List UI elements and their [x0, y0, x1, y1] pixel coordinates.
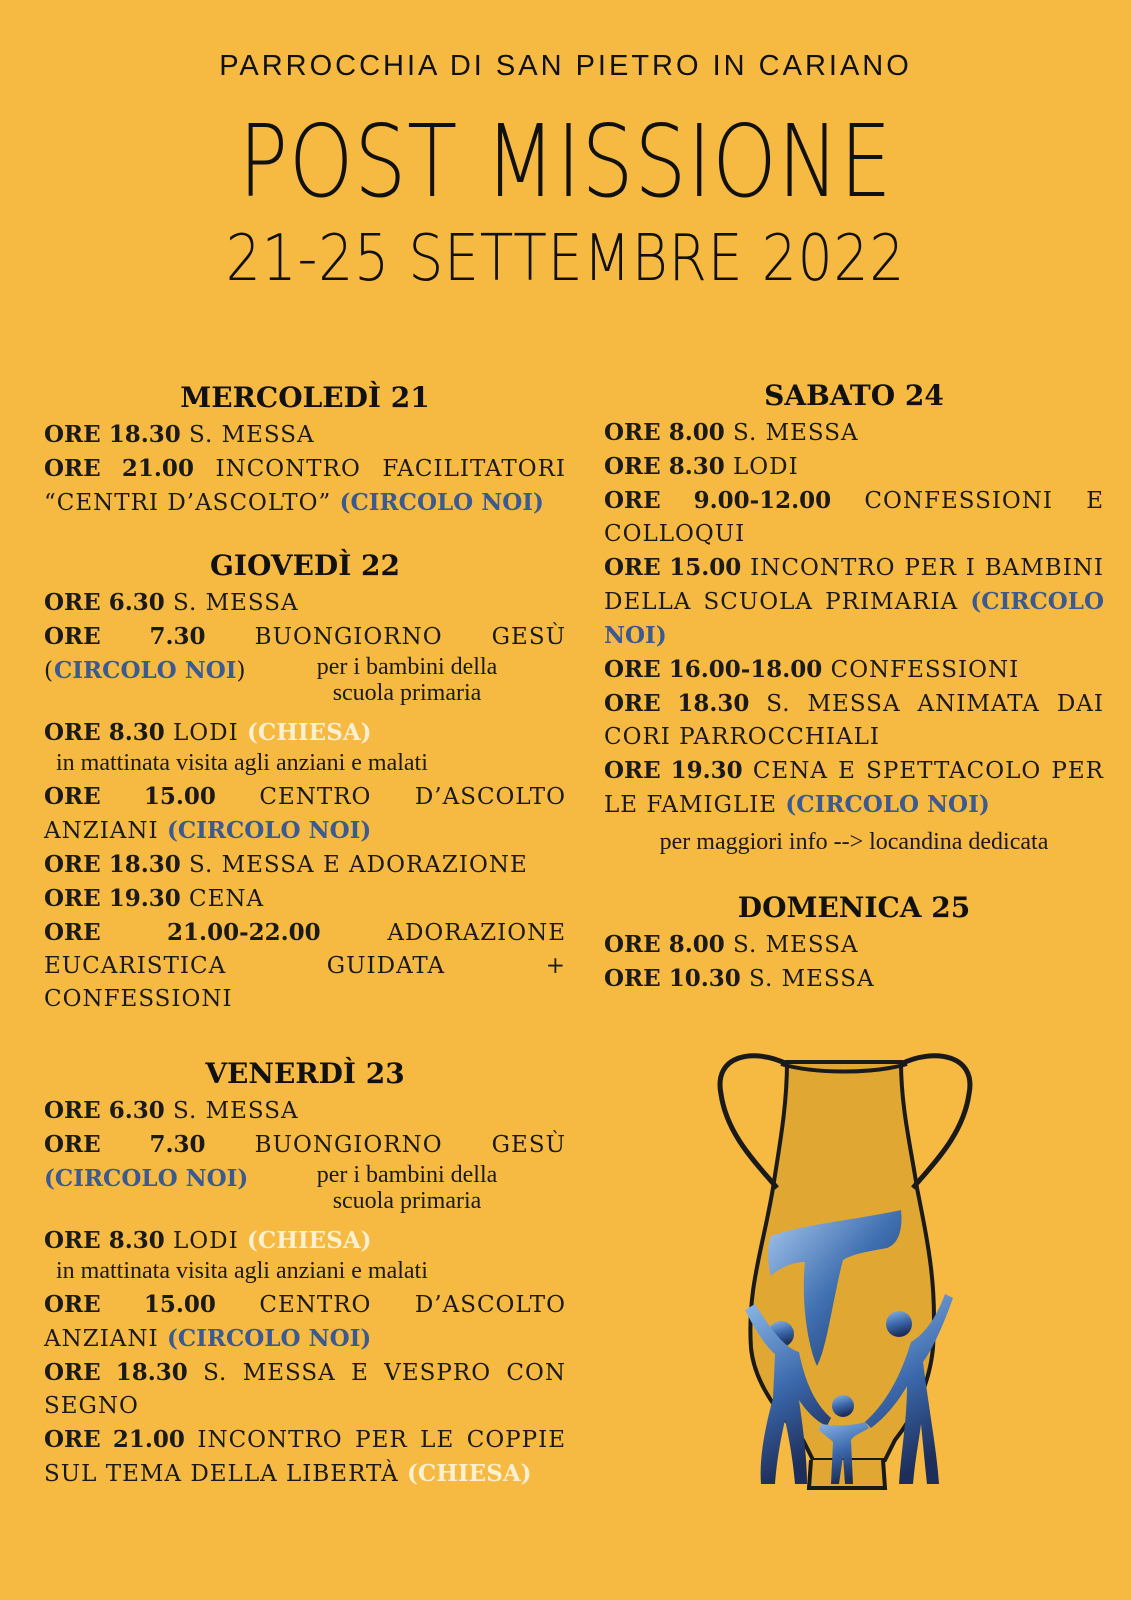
- entry-text: CENA: [189, 886, 265, 912]
- entry-time: ORE 18.30: [44, 851, 181, 878]
- entry-time: ORE 7.30: [44, 623, 206, 650]
- schedule-entry: [44, 1128, 566, 1162]
- schedule-entry: [604, 484, 1104, 551]
- schedule-entry: [604, 928, 1104, 962]
- schedule-entry: [604, 416, 1104, 450]
- schedule-entry: [44, 882, 566, 916]
- schedule-entry: [604, 653, 1104, 687]
- schedule-entry: [44, 1423, 566, 1491]
- day-heading-giovedi: GIOVEDÌ 22: [209, 549, 401, 582]
- entry-continuation: [44, 1162, 566, 1214]
- entry-time: ORE 21.00: [44, 455, 194, 482]
- entry-time: ORE 10.30: [604, 965, 741, 992]
- entry-time: ORE 21.00: [44, 1426, 185, 1453]
- entry-time: ORE 6.30: [44, 1097, 165, 1124]
- entry-continuation: [44, 654, 566, 706]
- location-circolo-noi: (CIRCOLO NOI): [604, 588, 1104, 649]
- entry-text: S. MESSA E ADORAZIONE: [189, 852, 528, 878]
- entry-text: INCONTRO PER LE COPPIE SUL TEMA DELLA LIBERTÀ: [44, 1427, 567, 1487]
- entry-note: in mattinata visita agli anziani e malati: [56, 1258, 428, 1284]
- entry-text: S. MESSA: [173, 1098, 299, 1124]
- entry-text: S. MESSA: [189, 422, 315, 448]
- entry-text: CONFESSIONI E COLLOQUI: [604, 488, 1104, 547]
- entry-time: ORE 21.00-22.00: [44, 919, 321, 946]
- location-chiesa: (CHIESA): [247, 1227, 372, 1254]
- entry-time: ORE 6.30: [44, 589, 165, 616]
- entry-text: CENTRO D’ASCOLTO ANZIANI: [44, 1292, 566, 1352]
- paren-close: ): [236, 658, 247, 684]
- entry-time: ORE 9.00-12.00: [604, 487, 832, 514]
- entry-text: S. MESSA ANIMATA DAI CORI PARROCCHIALI: [604, 691, 1104, 750]
- entry-time: ORE 8.30: [604, 453, 725, 480]
- entry-note-line: scuola primaria: [332, 680, 482, 706]
- page-title: POST MISSIONE: [238, 103, 893, 220]
- schedule-entry: [44, 1356, 566, 1423]
- schedule-entry: [44, 452, 566, 520]
- schedule-entry: [604, 450, 1104, 484]
- entry-note-line: per i bambini della: [316, 1162, 498, 1188]
- entry-note: in mattinata visita agli anziani e malati: [56, 750, 428, 776]
- location-circolo-noi: (CIRCOLO NOI): [44, 1165, 249, 1192]
- parish-name: PARROCCHIA DI SAN PIETRO IN CARIANO: [219, 50, 912, 82]
- schedule-entry: [44, 586, 566, 620]
- location-circolo-noi: (CIRCOLO NOI): [166, 1325, 372, 1352]
- amphora-tau-family-icon: [715, 1048, 975, 1506]
- entry-text: BUONGIORNO GESÙ: [254, 624, 566, 650]
- entry-text: BUONGIORNO GESÙ: [254, 1132, 566, 1158]
- schedule-entry: [44, 1288, 566, 1356]
- entry-text: S. MESSA: [733, 932, 859, 958]
- entry-time: ORE 19.30: [44, 885, 181, 912]
- location-chiesa: (CHIESA): [247, 719, 372, 746]
- entry-text: LODI: [173, 720, 239, 746]
- entry-time: ORE 8.00: [604, 931, 725, 958]
- entry-text: INCONTRO FACILITATORI “CENTRI D’ASCOLTO”: [44, 456, 566, 516]
- info-note: per maggiori info --> locandina dedicata: [659, 829, 1049, 855]
- entry-time: ORE 18.30: [44, 1359, 188, 1386]
- entry-time: ORE 15.00: [604, 554, 742, 581]
- schedule-entry: [44, 780, 566, 848]
- entry-text: CONFESSIONI: [830, 657, 1020, 683]
- entry-time: ORE 18.30: [604, 690, 750, 717]
- entry-time: ORE 8.00: [604, 419, 725, 446]
- entry-text: S. MESSA: [733, 420, 859, 446]
- day-heading-sabato: SABATO 24: [764, 379, 944, 412]
- entry-text: S. MESSA: [173, 590, 299, 616]
- entry-time: ORE 8.30: [44, 719, 165, 746]
- right-column: [604, 378, 1104, 996]
- paren-open: (: [44, 658, 54, 684]
- event-dates: 21-25 SETTEMBRE 2022: [225, 222, 906, 296]
- location-circolo-noi-wrap: [44, 654, 247, 688]
- location-circolo-noi: (CIRCOLO NOI): [339, 489, 544, 516]
- entry-time: ORE 16.00-18.00: [604, 656, 823, 683]
- day-heading-venerdi: VENERDÌ 23: [205, 1057, 405, 1090]
- entry-text: LODI: [733, 454, 799, 480]
- schedule-entry: [604, 754, 1104, 822]
- entry-time: ORE 15.00: [44, 1291, 216, 1318]
- entry-note: [276, 654, 538, 706]
- entry-text: INCONTRO PER I BAMBINI DELLA SCUOLA PRIMARIA: [604, 555, 1104, 615]
- day-heading-domenica: DOMENICA 25: [737, 891, 971, 924]
- schedule-entry: [604, 687, 1104, 754]
- entry-time: ORE 7.30: [44, 1131, 206, 1158]
- schedule-entry: [604, 551, 1104, 653]
- entry-text: LODI: [173, 1228, 239, 1254]
- schedule-entry: [44, 1094, 566, 1128]
- schedule-entry: [44, 418, 566, 452]
- schedule-entry: [604, 962, 1104, 996]
- day-heading-mercoledi: MERCOLEDÌ 21: [180, 381, 430, 414]
- entry-text: CENTRO D’ASCOLTO ANZIANI: [44, 784, 566, 844]
- entry-time: ORE 8.30: [44, 1227, 165, 1254]
- location-chiesa: (CHIESA): [407, 1460, 532, 1487]
- entry-note-line: scuola primaria: [332, 1188, 482, 1214]
- location-circolo-noi: (CIRCOLO NOI): [166, 817, 372, 844]
- entry-time: ORE 18.30: [44, 421, 181, 448]
- entry-text: S. MESSA E VESPRO CON SEGNO: [44, 1360, 566, 1419]
- entry-note: [276, 1162, 538, 1214]
- entry-text: ADORAZIONE EUCARISTICA GUIDATA + CONFESSIONI: [44, 920, 567, 1012]
- entry-text: CENA E SPETTACOLO PER LE FAMIGLIE: [604, 758, 1105, 818]
- schedule-entry: [44, 620, 566, 654]
- location-circolo-noi: (CIRCOLO NOI): [785, 791, 990, 818]
- entry-text: S. MESSA: [749, 966, 875, 992]
- schedule-entry: [44, 1224, 566, 1258]
- schedule-entry: [44, 716, 566, 750]
- entry-time: ORE 15.00: [44, 783, 216, 810]
- schedule-entry: [44, 916, 566, 1016]
- location-circolo-noi: CIRCOLO NOI: [53, 657, 237, 684]
- schedule-entry: [44, 848, 566, 882]
- left-column: [44, 380, 566, 1491]
- entry-time: ORE 19.30: [604, 757, 743, 784]
- entry-note-line: per i bambini della: [316, 654, 498, 680]
